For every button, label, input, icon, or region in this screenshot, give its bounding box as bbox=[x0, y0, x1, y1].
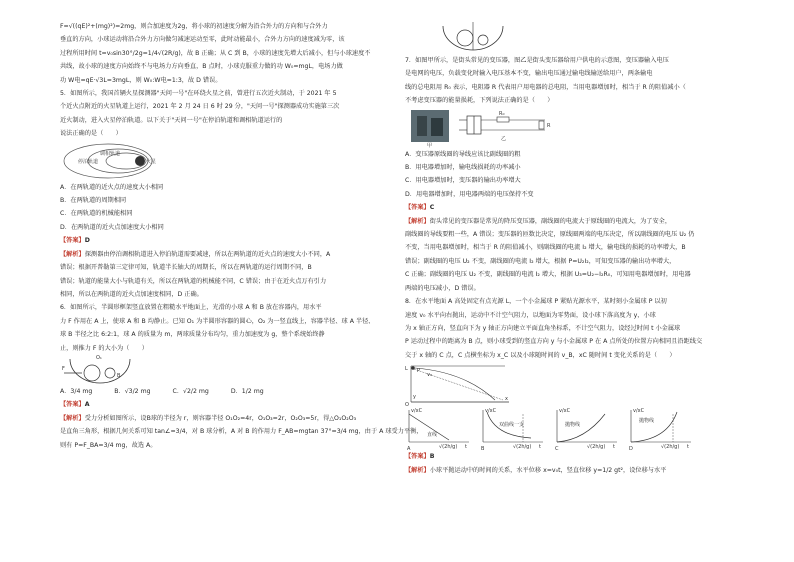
q8-graph-d bbox=[629, 408, 691, 452]
q7-explain: 两端的电压减小，D 错误。 bbox=[405, 284, 480, 292]
q6-top-figure bbox=[435, 20, 705, 54]
q7-option: A．变压器原线圈的导线应该比副线圈的粗 bbox=[405, 150, 521, 158]
q8-graph-id: B bbox=[481, 446, 485, 453]
q6-option: B．√3/2 mg bbox=[114, 387, 151, 395]
q7-option: D．用电器增加时，用电器两端的电压保持不变 bbox=[405, 190, 534, 198]
q8-graph-axis: v/xC bbox=[633, 408, 645, 415]
answer-tag: 【答案】 bbox=[405, 204, 430, 212]
q6-explain: 则有 P=F_BA=3/4 mg，故选 A。 bbox=[60, 441, 157, 449]
q6-fig-label: F bbox=[62, 365, 65, 372]
q8-graph-curve: 抛物线 bbox=[565, 422, 581, 429]
q5-explain bbox=[60, 248, 360, 261]
q5-stem: 5．如图所示，我国首辆火星探测器"天问一号"在环绕火星之前，曾进行五次近火制动，于 2021 年 5 bbox=[60, 90, 337, 98]
answer-tag: 【答案】 bbox=[60, 237, 85, 245]
q8-graph-axis: t bbox=[539, 444, 541, 451]
answer-tag: 【答案】 bbox=[405, 453, 430, 461]
q5-explain: 错误；根据开普勒第三定律可知，轨道半长轴大的周期长，所以在两轨道的运行周期不同，B bbox=[60, 264, 312, 272]
q8-graph-axis: √(2h/g) bbox=[513, 444, 532, 451]
q8-fig-label: y bbox=[413, 394, 416, 401]
q8-graph-axis: t bbox=[465, 444, 467, 451]
explain-tag: 【解析】 bbox=[405, 217, 430, 225]
answer-value: B bbox=[429, 453, 435, 461]
q7-answer bbox=[405, 201, 705, 214]
q6-bowl-figure bbox=[60, 355, 360, 385]
q8-graph-axis: √(2h/g) bbox=[439, 444, 458, 451]
q8-graph-id: A bbox=[407, 446, 411, 453]
q8-graph-axis: t bbox=[613, 444, 615, 451]
explain-tag: 【解析】 bbox=[60, 250, 85, 258]
q8-graph-curve: 双曲线一支 bbox=[499, 422, 525, 429]
q8-graph-a bbox=[407, 408, 469, 452]
q8-graph-axis: √(2h/g) bbox=[587, 444, 606, 451]
q6-option: C．√2/2 mg bbox=[172, 387, 209, 395]
q7-option: B．用电器增加时，输电线损耗的功率减小 bbox=[405, 164, 521, 172]
q8-stem: P 运动过程中的距离为 B 点，则小球受到的竖直方向 y 与小金属球 P 在 A 点所处的位置方向相同且沿距线交 bbox=[405, 338, 703, 346]
answer-value: D bbox=[84, 237, 90, 245]
q6-fig-label: O₁ bbox=[96, 354, 102, 361]
q8-graph-curve: 抛物线 bbox=[639, 418, 655, 425]
q6-option: A．3/4 mg bbox=[60, 387, 93, 395]
q7-fig-label: R bbox=[547, 122, 551, 129]
q6-stem: 球 B 半径之比 6:2:1，球 A 的质量为 m，两球质量分布均匀，重力加速度为 g，整个系统始终静 bbox=[60, 331, 325, 339]
prev-line: F=√((qE)²+(mg)²)=2mg，则合加速度为2g，将小球的初速度分解为沿合外力的方向和与合外力 bbox=[60, 23, 328, 30]
prev-line: 共线，故小球的速度方向始终不与电场力方向垂直，B 点时，小球克服重力做的功 W₀=mgL，电场力做 bbox=[60, 63, 343, 71]
explain-tag: 【解析】 bbox=[60, 414, 85, 422]
q8-graphs bbox=[405, 406, 705, 453]
q7-explain: C 正确；副线圈的电压 U₂ 不变，副线圈的电流 I₂ 增大，根据 U₃=U₂−I₂R₀，可知用电器增加时，用电器 bbox=[405, 271, 691, 279]
explain-text: 小球平抛运动中的时间的关系，水平位移 x=v₀t，竖直位移 y=1/2 gt²，设位移与水平 bbox=[429, 466, 667, 474]
q8-fig-label: P bbox=[417, 368, 421, 375]
q7-fig-label: 乙 bbox=[501, 135, 507, 142]
q8-graph-axis: v/xC bbox=[559, 408, 571, 415]
q7-stem: 不考虑变压器的能量损耗，下列说法正确的是（ ） bbox=[405, 97, 554, 105]
q8-fig-label: v₀ bbox=[427, 372, 432, 379]
q7-fig-label: 甲 bbox=[427, 142, 433, 149]
q6-stem: 止，则推力 F 的大小为（ ） bbox=[60, 344, 148, 352]
q7-figure bbox=[405, 108, 705, 148]
q5-stem: 近火制动，进入火星停泊轨道。以下关于"天问一号"在停泊轨道和调相轨道运行的 bbox=[60, 116, 283, 124]
answer-tag: 【答案】 bbox=[60, 401, 85, 409]
q7-stem: 7．如图甲所示，是街头常见的变压器，图乙是街头变压器给用户供电的示意图，变压器输入电压 bbox=[405, 57, 669, 64]
q7-explain: 副线圈的导线要粗一些，A 错误；变压器的匝数比决定，原线圈两端的电压决定，所以副线圈的电压 U₂ 仍 bbox=[405, 231, 695, 239]
q8-setup-figure bbox=[405, 362, 705, 409]
q8-stem: 为 x 轴正方向，竖直向下为 y 轴正方向建立平面直角坐标系，不计空气阻力，设经过时间 t 小金属球 bbox=[405, 324, 681, 332]
q7-stem: 是电网的电压，负载变化时输入电压基本不变，输出电压通过输电线输送给用户，两条输电 bbox=[405, 70, 653, 78]
q8-graph-b bbox=[481, 408, 543, 452]
q7-explain: 不变，当用电器增加时，相当于 R 的阻值减小，则副线圈的电流 I₂ 增大，输电线的损耗的功率增大，B bbox=[405, 244, 686, 252]
prev-line: 过程所用时间 t=v₀sin30°/2g=1/4√(2R/g)，故 B 正确；从 C 到 B，小球的速度先增大后减小，但与小球速度不 bbox=[60, 49, 371, 57]
answer-value: A bbox=[84, 401, 90, 409]
q6-answer bbox=[60, 398, 360, 411]
q8-graph-axis: t bbox=[687, 444, 689, 451]
q8-graph-id: C bbox=[555, 446, 559, 453]
q5-answer bbox=[60, 234, 360, 247]
prev-line: 垂直的方向，小球运动将沿合外力方向做匀减速运动至零，此时动能最小，合外力方向的速度减为零，该 bbox=[60, 36, 345, 44]
q8-graph-curve: 直线 bbox=[427, 432, 438, 439]
q5-explain: 相同，所以在两轨道的近火点加速度相同，D 正确。 bbox=[60, 290, 203, 298]
q8-stem: 交于 x 轴的 C 点，C 点横坐标为 x_C 以及小球随时间的 v_B，xC 随时间 t 变化关系的是（ ） bbox=[405, 351, 676, 359]
q8-graph-axis: v/xC bbox=[411, 408, 423, 415]
q8-graph-axis: v/xC bbox=[485, 408, 497, 415]
explain-tag: 【解析】 bbox=[405, 466, 430, 474]
q8-answer bbox=[405, 450, 705, 463]
prev-line: 功 W电=qE·√3L=3mgL，则 W₀:W电=1:3，故 D 错误。 bbox=[60, 76, 222, 84]
q5-option: A．在两轨道的近火点的速度大小相同 bbox=[60, 183, 164, 191]
right-column bbox=[405, 20, 705, 477]
q6-stem: 6．如图所示，半圆形框架竖直放置在粗糙水平地面上，光滑的小球 A 和 B 放在容器内，用水平 bbox=[60, 304, 322, 312]
q7-explain: 错误；副线圈的电压 U₂ 不变，副线圈的电流 I₂ 增大，根据 P=U₂I₂，可知变压器的输出功率增大， bbox=[405, 257, 676, 265]
answer-value: C bbox=[429, 204, 435, 212]
q5-stem: 说法正确的是（ ） bbox=[60, 130, 122, 138]
q6-fig-label: B bbox=[117, 372, 121, 379]
explain-text: 受力分析如图所示，设B球的半径为 r，则容器半径 O₁O₂=4r，O₁O₃=2r，O₂O₃=5r，得△O₁O₂O₃ bbox=[84, 414, 357, 422]
q6-stem: 力 F 作用在 A 上，使球 A 和 B 均静止。已知 O₁ 为半圆形容器的圆心，O₂ 为一竖直线上，容器半径、球 A 半径、 bbox=[60, 317, 375, 325]
q6-explain: 是直角三角形，根据几何关系可知 tan∠=3/4，对 B 球分析，A 对 B 的作用力 F_AB=mgtan 37°=3/4 mg，由于 A 球受力平衡， bbox=[60, 428, 423, 436]
q5-option: B．在两轨道的周期相同 bbox=[60, 197, 127, 205]
q8-fig-label: O bbox=[405, 402, 409, 409]
q6-options bbox=[60, 385, 360, 398]
q5-explain: 错误；轨道的能量大小与轨道有关，所以在两轨道的机械能不同，C 错误；由于在近火点万有引力 bbox=[60, 277, 327, 285]
explain-text: 街头常见的变压器是常见的降压变压器，副线圈的电流大于原线圈的电流大，为了安全， bbox=[429, 217, 672, 225]
q5-orbit-figure bbox=[60, 141, 360, 181]
q6-explain bbox=[60, 412, 360, 425]
q7-option: C．用电器增加时，变压器的输出功率增大 bbox=[405, 177, 521, 185]
q5-fig-label: 调相轨道 bbox=[100, 150, 121, 157]
q7-fig-label: R₀ bbox=[499, 110, 505, 117]
q8-graph-id: D bbox=[629, 446, 633, 453]
q5-option: D．在两轨道的近火点加速度大小相同 bbox=[60, 223, 164, 231]
q7-explain bbox=[405, 215, 705, 228]
q5-fig-label: 火星 bbox=[146, 158, 157, 165]
q8-graph-axis: √(2h/g) bbox=[661, 444, 680, 451]
q7-stem: 线的总电阻用 R₀ 表示，电阻器 R 代表用户用电器的总电阻，当用电器增加时，相当于 R 的阻值减小（ bbox=[405, 83, 686, 91]
q6-option: D．1/2 mg bbox=[230, 387, 264, 395]
q8-explain bbox=[405, 464, 705, 477]
q5-option: C．在两轨道的机械能相同 bbox=[60, 210, 133, 218]
q8-fig-label: x bbox=[505, 396, 508, 403]
explain-text: 探测器由停泊调相轨道进入停泊轨道需要减速，所以在两轨道的近火点的速度大小不同，A bbox=[84, 250, 331, 258]
q8-stem: 速度 v₀ 水平向右抛出，运动中不计空气阻力，以地面为零势面，设小球下落高度为 y，小球 bbox=[405, 311, 656, 319]
q8-stem: 8．在水平地面 A 高处固定有点光源 L，一个小金属球 P 紧贴光源水平，某时刻小金属球 P 以初 bbox=[405, 298, 667, 306]
q5-fig-label: 停泊轨道 bbox=[78, 158, 99, 165]
q5-stem: 个近火点附近的火星轨道上运行，2021 年 2 月 24 日 6 时 29 分，"天问一号"探测器成功实施第三次 bbox=[60, 103, 340, 111]
q8-graph-c bbox=[555, 408, 617, 452]
q8-fig-label: L bbox=[405, 366, 408, 373]
